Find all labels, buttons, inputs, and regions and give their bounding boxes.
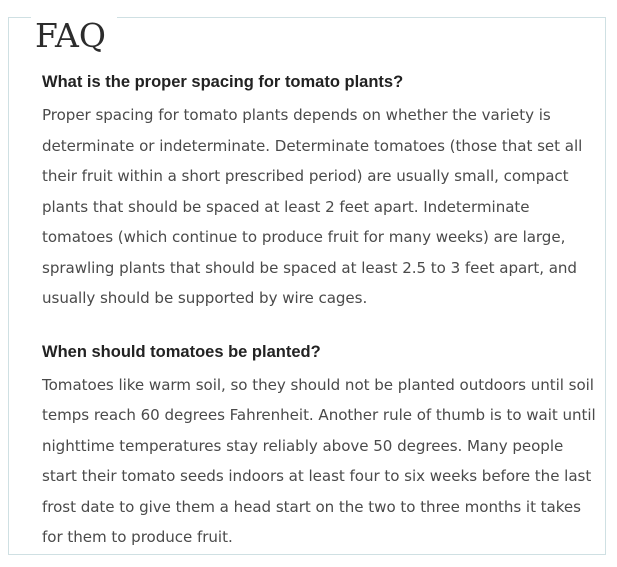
faq-heading: FAQ — [31, 17, 117, 55]
faq-item — [42, 70, 602, 314]
faq-answer: Proper spacing for tomato plants depends on whether the variety is determinate or indeterminate. Determinate tomatoes (those that set all their fruit within a short prescribed period) are usually small, compact plants that should be spaced at least 2 feet apart. Indeterminate tomatoes (which continue to produce fruit for many weeks) are large, sprawling plants that should be spaced at least 2.5 to 3 feet apart, and usually should be supported by wire cages. — [42, 106, 583, 307]
faq-list — [42, 70, 602, 553]
faq-answer: Tomatoes like warm soil, so they should not be planted outdoors until soil temps reach 60 degrees Fahrenheit. Another rule of thumb is to wait until nighttime temperatures stay reliably above 50 degrees. Many people start their tomato seeds indoors at least four to six weeks before the last frost date to give them a head start on the two to three months it takes for them to produce fruit. — [42, 375, 596, 546]
faq-section — [8, 17, 606, 555]
faq-question: When should tomatoes be planted? — [42, 342, 321, 361]
faq-question: What is the proper spacing for tomato plants? — [42, 73, 404, 91]
faq-item — [42, 340, 602, 553]
